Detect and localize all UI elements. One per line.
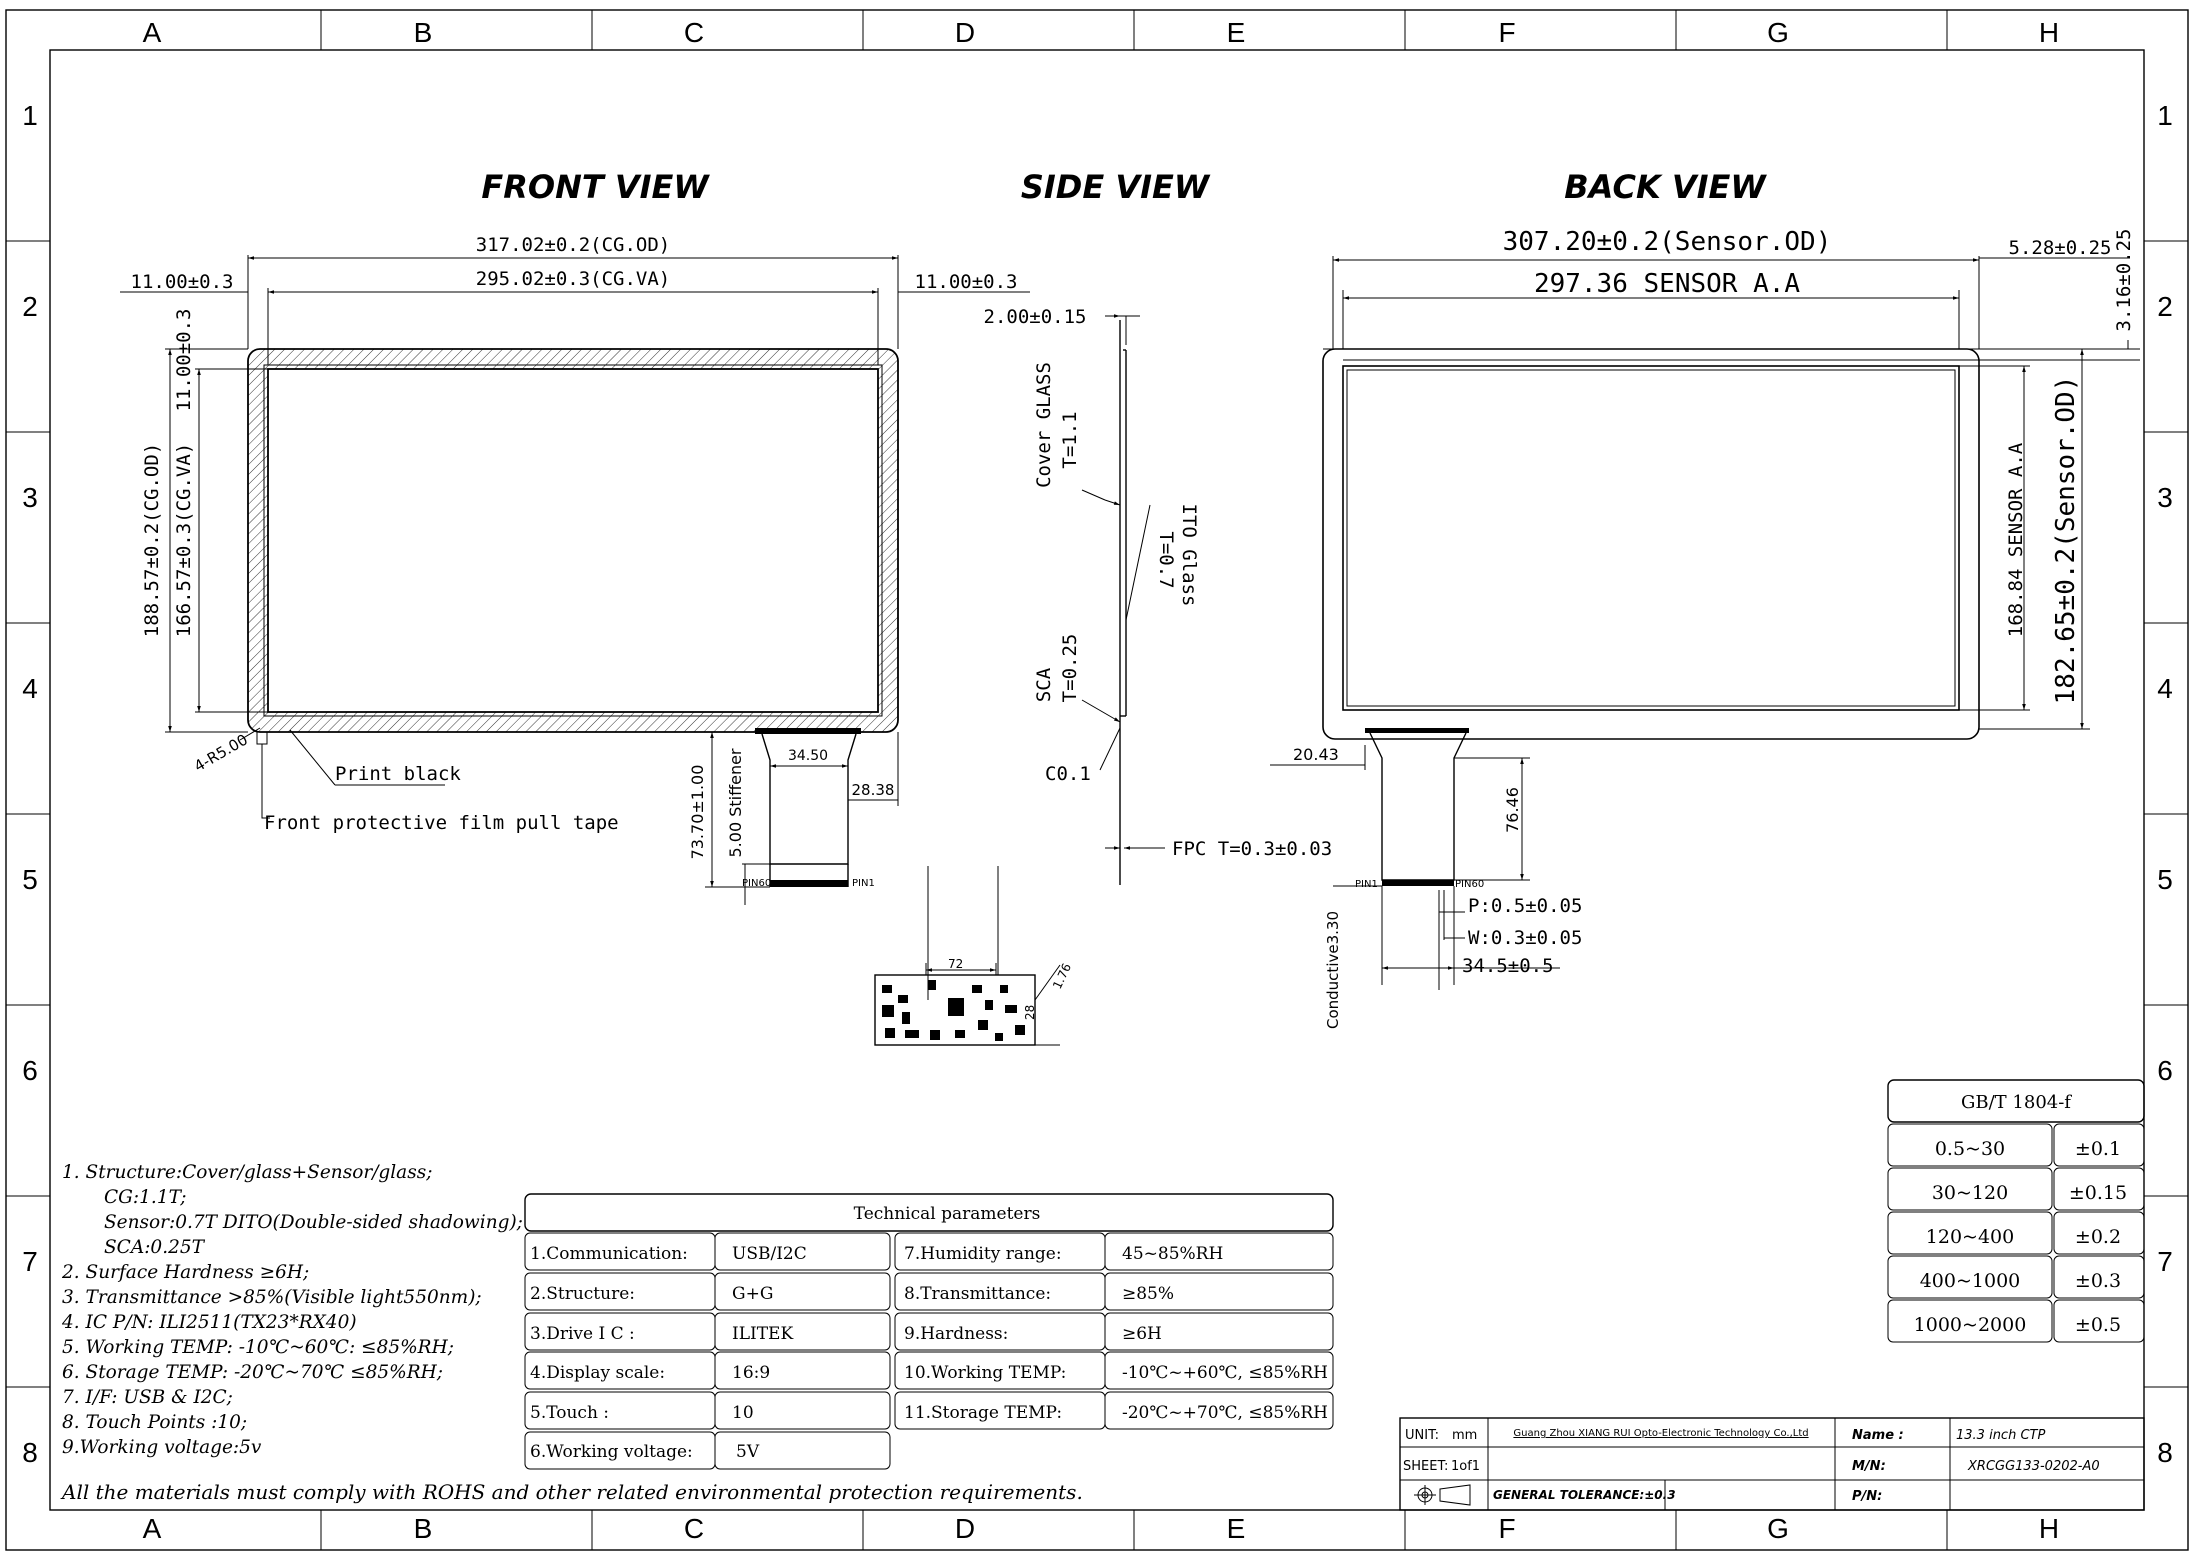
back-line-width-dim: W:0.3±0.05 [1468, 927, 1583, 949]
back-top-offset-dim: 3.16±0.25 [2113, 228, 2135, 332]
note-1-sca: SCA:0.25T [104, 1237, 204, 1258]
back-fpc-length-dim: 76.46 [1503, 787, 1522, 833]
side-sca-thickness: T=0.25 [1059, 633, 1081, 703]
front-fpc-width-dim: 34.50 [787, 748, 829, 764]
tech-right-value-8: ≥85% [1122, 1284, 1175, 1304]
zone-row-3-left: 3 [22, 482, 38, 513]
title-sheet-value: 1of1 [1451, 1459, 1481, 1474]
back-view [1270, 227, 2140, 1029]
zone-col-C-top: C [683, 17, 705, 48]
title-unit-value: mm [1452, 1428, 1478, 1443]
tech-left-value-6: 5V [736, 1442, 760, 1462]
note-4: 4. IC P/N: ILI2511(TX23*RX40) [62, 1312, 357, 1333]
tech-title: Technical parameters [853, 1204, 1041, 1224]
front-view-title: FRONT VIEW [481, 168, 709, 206]
side-ito-label: ITO Glass [1178, 503, 1200, 607]
back-height-od-dim: 182.65±0.2(Sensor.OD) [2051, 375, 2081, 705]
zone-row-8-left: 8 [22, 1437, 38, 1468]
front-print-black-label: Print black [335, 763, 461, 785]
front-pin-right: PIN1 [852, 878, 875, 889]
back-pin-left: PIN1 [1355, 879, 1378, 890]
tech-left-value-5: 10 [732, 1403, 754, 1423]
zone-col-A-bottom: A [142, 1513, 162, 1544]
tech-left-label-1: 1.Communication: [530, 1244, 688, 1264]
zone-col-H-bottom: H [2038, 1513, 2060, 1544]
note-5: 5. Working TEMP: -10℃~60℃: ≤85%RH; [62, 1337, 454, 1358]
zone-row-6-left: 6 [22, 1055, 38, 1086]
zone-col-C-bottom: C [683, 1513, 705, 1544]
zone-col-D-bottom: D [954, 1513, 976, 1544]
tolerance-range-2: 30~120 [1931, 1182, 2009, 1204]
side-cover-thickness: T=1.1 [1059, 411, 1081, 469]
side-cover-glass-label: Cover GLASS [1033, 362, 1055, 488]
zone-row-8-right: 8 [2157, 1437, 2173, 1468]
tech-right-value-9: ≥6H [1122, 1324, 1162, 1344]
tech-left-label-2: 2.Structure: [530, 1284, 635, 1304]
zone-row-7-left: 7 [22, 1246, 38, 1277]
tolerance-value-1: ±0.1 [2074, 1138, 2122, 1160]
zone-row-4-left: 4 [22, 673, 38, 704]
front-height-od-dim: 188.57±0.2(CG.OD) [141, 442, 163, 638]
title-company: Guang Zhou XIANG RUI Opto-Electronic Technology Co.,Ltd [1513, 1428, 1809, 1439]
title-mn-value: XRCGG133-0202-A0 [1968, 1459, 2100, 1474]
side-ito-thickness: T=0.7 [1155, 531, 1177, 589]
zone-col-A-top: A [142, 17, 162, 48]
zone-col-F-top: F [1498, 17, 1516, 48]
zone-row-3-right: 3 [2157, 482, 2173, 513]
back-height-aa-dim: 168.84 SENSOR A.A [2005, 442, 2027, 638]
front-fpc-length-dim: 73.70±1.00 [688, 764, 707, 860]
title-block [1400, 1418, 2144, 1510]
tech-right-label-7: 7.Humidity range: [904, 1244, 1062, 1264]
front-corner-radius: 4-R5.00 [191, 730, 251, 776]
tech-left-value-1: USB/I2C [732, 1244, 807, 1264]
note-9: 9.Working voltage:5v [62, 1437, 262, 1458]
tolerance-value-4: ±0.3 [2074, 1270, 2122, 1292]
zone-col-E-top: E [1226, 17, 1246, 48]
side-sca-label: SCA [1033, 667, 1055, 703]
tolerance-table [1888, 1080, 2144, 1342]
technical-parameters-table [525, 1194, 1333, 1469]
title-name-label: Name : [1852, 1428, 1904, 1443]
side-fpc-thickness: FPC T=0.3±0.03 [1172, 838, 1333, 860]
tech-right-label-11: 11.Storage TEMP: [904, 1403, 1063, 1423]
back-sensor-outline [1323, 349, 1979, 739]
zone-row-2-left: 2 [22, 291, 38, 322]
back-fpc-offset-dim: 20.43 [1293, 745, 1339, 764]
back-sensor-aa [1343, 366, 1959, 710]
rohs-statement: All the materials must comply with ROHS and other related environmental protection requirements. [62, 1480, 1083, 1504]
zone-col-B-bottom: B [413, 1513, 433, 1544]
tech-left-value-2: G+G [732, 1284, 774, 1304]
zone-col-G-bottom: G [1767, 1513, 1789, 1544]
front-fpc-offset-dim: 28.38 [851, 781, 895, 799]
projection-symbol-icon [1414, 1485, 1470, 1505]
zone-row-4-right: 4 [2157, 673, 2173, 704]
tech-left-value-4: 16:9 [732, 1363, 771, 1383]
note-1-cg: CG:1.1T; [104, 1187, 187, 1208]
tech-right-value-7: 45~85%RH [1122, 1244, 1224, 1264]
front-right-margin-dim: 11.00±0.3 [914, 271, 1018, 293]
tolerance-value-2: ±0.15 [2068, 1182, 2128, 1204]
title-pn-label: P/N: [1852, 1489, 1883, 1504]
back-fpc-width-dim: 34.5±0.5 [1462, 955, 1554, 977]
side-chamfer-label: C0.1 [1045, 763, 1091, 785]
zone-col-H-top: H [2038, 17, 2060, 48]
detail-extra-dim: 1.76 [1050, 961, 1075, 992]
zone-col-D-top: D [954, 17, 976, 48]
zone-col-E-bottom: E [1226, 1513, 1246, 1544]
side-view-title: SIDE VIEW [1020, 168, 1210, 206]
zone-row-7-right: 7 [2157, 1246, 2173, 1277]
tolerance-title: GB/T 1804-f [1961, 1092, 2071, 1113]
connector-detail [875, 866, 1074, 1045]
detail-height-dim: 28 [1023, 1004, 1037, 1020]
zone-row-5-left: 5 [22, 864, 38, 895]
zone-row-5-right: 5 [2157, 864, 2173, 895]
back-sensor-od-dim: 307.20±0.2(Sensor.OD) [1502, 227, 1832, 257]
tech-left-label-4: 4.Display scale: [530, 1363, 666, 1383]
back-right-offset-dim: 5.28±0.25 [2008, 237, 2112, 259]
front-fpc-connector [770, 880, 848, 887]
tolerance-range-1: 0.5~30 [1934, 1138, 2006, 1160]
tech-right-label-10: 10.Working TEMP: [904, 1363, 1067, 1383]
tech-left-label-5: 5.Touch : [530, 1403, 610, 1423]
note-1: 1. Structure:Cover/glass+Sensor/glass; [62, 1162, 433, 1183]
front-top-margin-dim: 11.00±0.3 [173, 308, 195, 412]
note-1-sensor: Sensor:0.7T DITO(Double-sided shadowing); [104, 1212, 523, 1233]
zone-row-1-left: 1 [22, 100, 38, 131]
front-pin-left: PIN60 [742, 878, 772, 889]
tolerance-value-5: ±0.5 [2074, 1314, 2122, 1336]
zone-col-B-top: B [413, 17, 433, 48]
title-unit-label: UNIT: [1405, 1428, 1439, 1443]
zone-row-6-right: 6 [2157, 1055, 2173, 1086]
front-cg-va-dim: 295.02±0.3(CG.VA) [475, 268, 671, 290]
tech-right-label-8: 8.Transmittance: [904, 1284, 1052, 1304]
front-view [120, 234, 1030, 905]
tolerance-range-3: 120~400 [1925, 1226, 2015, 1248]
tech-right-label-9: 9.Hardness: [904, 1324, 1009, 1344]
zone-row-2-right: 2 [2157, 291, 2173, 322]
zone-col-G-top: G [1767, 17, 1789, 48]
tolerance-value-3: ±0.2 [2074, 1226, 2122, 1248]
title-name-value: 13.3 inch CTP [1956, 1428, 2046, 1443]
back-pitch-dim: P:0.5±0.05 [1468, 895, 1583, 917]
title-mn-label: M/N: [1852, 1459, 1886, 1474]
tech-left-label-3: 3.Drive I C : [530, 1324, 635, 1344]
back-view-title: BACK VIEW [1564, 168, 1766, 206]
tech-right-value-11: -20℃~+70℃, ≤85%RH [1122, 1403, 1328, 1423]
title-general-tolerance: GENERAL TOLERANCE:±0.3 [1493, 1488, 1676, 1502]
side-view [984, 306, 1333, 885]
note-7: 7. I/F: USB & I2C; [62, 1387, 233, 1408]
back-fpc-connector [1382, 880, 1454, 886]
back-conductive-dim: Conductive3.30 [1324, 911, 1342, 1029]
front-stiffener-dim: 5.00 Stiffener [726, 748, 745, 858]
front-left-margin-dim: 11.00±0.3 [130, 271, 234, 293]
front-height-va-dim: 166.57±0.3(CG.VA) [173, 442, 195, 638]
tech-left-label-6: 6.Working voltage: [530, 1442, 693, 1462]
note-3: 3. Transmittance >85%(Visible light550nm); [62, 1287, 482, 1308]
detail-width-dim: 72 [948, 957, 964, 971]
front-cg-od-dim: 317.02±0.2(CG.OD) [475, 234, 671, 256]
note-2: 2. Surface Hardness ≥6H; [62, 1262, 310, 1283]
zone-row-1-right: 1 [2157, 100, 2173, 131]
note-6: 6. Storage TEMP: -20℃~70℃ ≤85%RH; [62, 1362, 444, 1383]
tech-left-value-3: ILITEK [732, 1324, 794, 1344]
zone-col-F-bottom: F [1498, 1513, 1516, 1544]
note-8: 8. Touch Points :10; [62, 1412, 248, 1433]
tech-right-value-10: -10℃~+60℃, ≤85%RH [1122, 1363, 1328, 1383]
side-thickness-dim: 2.00±0.15 [983, 306, 1087, 328]
tolerance-range-4: 400~1000 [1919, 1270, 2021, 1292]
front-viewing-area [268, 369, 878, 712]
back-sensor-aa-dim: 297.36 SENSOR A.A [1533, 269, 1801, 299]
back-pin-right: PIN60 [1455, 879, 1485, 890]
title-sheet-label: SHEET: [1403, 1459, 1449, 1474]
tolerance-range-5: 1000~2000 [1913, 1314, 2027, 1336]
front-pull-tape-label: Front protective film pull tape [264, 812, 619, 834]
